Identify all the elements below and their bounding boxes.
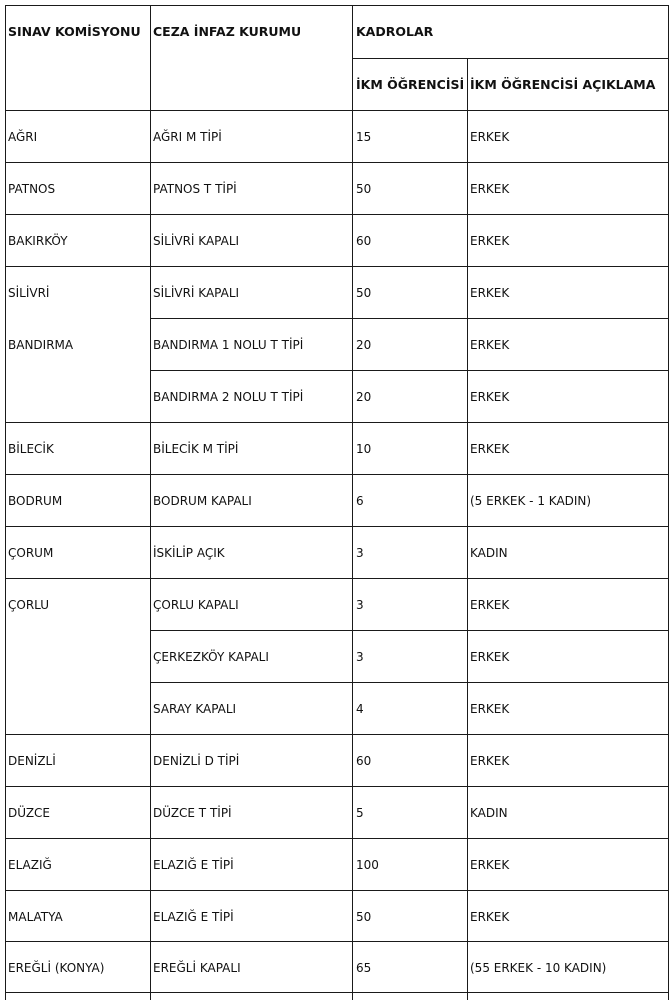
institution-cell: ELAZIĞ E TİPİ — [153, 910, 234, 924]
commission-cell: MALATYA — [8, 910, 63, 924]
institution-cell: AĞRI M TİPİ — [153, 130, 222, 144]
institution-cell: ÇORLU KAPALI — [153, 598, 239, 612]
note-cell: ERKEK — [470, 286, 510, 300]
column-divider — [150, 5, 151, 1000]
table-border-top — [5, 5, 669, 6]
header-ikm-ogrencisi-aciklama: İKM ÖĞRENCİSİ AÇIKLAMA — [470, 77, 656, 92]
count-cell: 20 — [356, 390, 372, 404]
row-divider — [150, 682, 669, 683]
row-divider — [5, 578, 669, 579]
note-cell: ERKEK — [470, 754, 510, 768]
institution-cell: ÇERKEZKÖY KAPALI — [153, 650, 269, 664]
note-cell: ERKEK — [470, 442, 510, 456]
row-divider — [5, 838, 669, 839]
note-cell: ERKEK — [470, 338, 510, 352]
count-cell: 6 — [356, 494, 364, 508]
note-cell: ERKEK — [470, 650, 510, 664]
count-cell: 3 — [356, 598, 364, 612]
row-divider — [150, 318, 669, 319]
row-divider — [5, 474, 669, 475]
table-border-left — [5, 5, 6, 1000]
note-cell: ERKEK — [470, 702, 510, 716]
commission-cell: BODRUM — [8, 494, 63, 508]
header-ceza-infaz-kurumu: CEZA İNFAZ KURUMU — [153, 24, 302, 39]
commission-cell: ÇORUM — [8, 546, 54, 560]
commission-cell: BAKIRKÖY — [8, 234, 68, 248]
commission-cell: ELAZIĞ — [8, 858, 52, 872]
commission-cell: DÜZCE — [8, 806, 50, 820]
commission-cell: SİLİVRİ — [8, 286, 50, 300]
column-divider — [467, 58, 468, 1000]
table-border-right — [668, 5, 669, 1000]
note-cell: ERKEK — [470, 598, 510, 612]
institution-cell: BANDIRMA 2 NOLU T TİPİ — [153, 390, 304, 404]
row-divider — [5, 992, 669, 993]
note-cell: ERKEK — [470, 390, 510, 404]
institution-cell: SARAY KAPALI — [153, 702, 237, 716]
note-cell: KADIN — [470, 546, 508, 560]
commission-cell: PATNOS — [8, 182, 56, 196]
count-cell: 15 — [356, 130, 372, 144]
commission-cell: DENİZLİ — [8, 754, 56, 768]
count-cell: 4 — [356, 702, 364, 716]
header-sinav-komisyonu: SINAV KOMİSYONU — [8, 24, 141, 39]
row-divider — [5, 941, 669, 942]
count-cell: 65 — [356, 961, 372, 975]
institution-cell: SİLİVRİ KAPALI — [153, 234, 240, 248]
commission-cell: EREĞLİ (KONYA) — [8, 961, 105, 975]
institution-cell: ELAZIĞ E TİPİ — [153, 858, 234, 872]
count-cell: 60 — [356, 234, 372, 248]
header-bottom-line — [5, 110, 669, 111]
commission-cell: BANDIRMA — [8, 338, 74, 352]
institution-cell: EREĞLİ KAPALI — [153, 961, 241, 975]
count-cell: 10 — [356, 442, 372, 456]
count-cell: 50 — [356, 182, 372, 196]
row-divider — [5, 214, 669, 215]
count-cell: 3 — [356, 650, 364, 664]
institution-cell: İSKİLİP AÇIK — [153, 546, 225, 560]
institution-cell: BANDIRMA 1 NOLU T TİPİ — [153, 338, 304, 352]
note-cell: (55 ERKEK - 10 KADIN) — [470, 961, 607, 975]
count-cell: 3 — [356, 546, 364, 560]
count-cell: 50 — [356, 286, 372, 300]
institution-cell: SİLİVRİ KAPALI — [153, 286, 240, 300]
count-cell: 100 — [356, 858, 379, 872]
note-cell: ERKEK — [470, 858, 510, 872]
header-kadrolar: KADROLAR — [356, 24, 434, 39]
row-divider — [150, 630, 669, 631]
row-divider — [5, 422, 669, 423]
note-cell: ERKEK — [470, 130, 510, 144]
row-divider — [5, 786, 669, 787]
count-cell: 50 — [356, 910, 372, 924]
column-divider — [352, 5, 353, 1000]
commission-cell: ÇORLU — [8, 598, 50, 612]
commission-cell: BİLECİK — [8, 442, 54, 456]
row-divider — [5, 162, 669, 163]
header-divider — [352, 58, 669, 59]
count-cell: 60 — [356, 754, 372, 768]
count-cell: 5 — [356, 806, 364, 820]
institution-cell: DENİZLİ D TİPİ — [153, 754, 240, 768]
note-cell: ERKEK — [470, 182, 510, 196]
header-ikm-ogrencisi: İKM ÖĞRENCİSİ — [356, 77, 465, 92]
institution-cell: PATNOS T TİPİ — [153, 182, 237, 196]
institution-cell: BODRUM KAPALI — [153, 494, 252, 508]
count-cell: 20 — [356, 338, 372, 352]
row-divider — [5, 526, 669, 527]
institution-cell: BİLECİK M TİPİ — [153, 442, 239, 456]
row-divider — [5, 266, 669, 267]
note-cell: (5 ERKEK - 1 KADIN) — [470, 494, 592, 508]
note-cell: ERKEK — [470, 910, 510, 924]
note-cell: ERKEK — [470, 234, 510, 248]
row-divider — [5, 890, 669, 891]
institution-cell: DÜZCE T TİPİ — [153, 806, 232, 820]
row-divider — [150, 370, 669, 371]
commission-cell: AĞRI — [8, 130, 38, 144]
row-divider — [5, 734, 669, 735]
note-cell: KADIN — [470, 806, 508, 820]
